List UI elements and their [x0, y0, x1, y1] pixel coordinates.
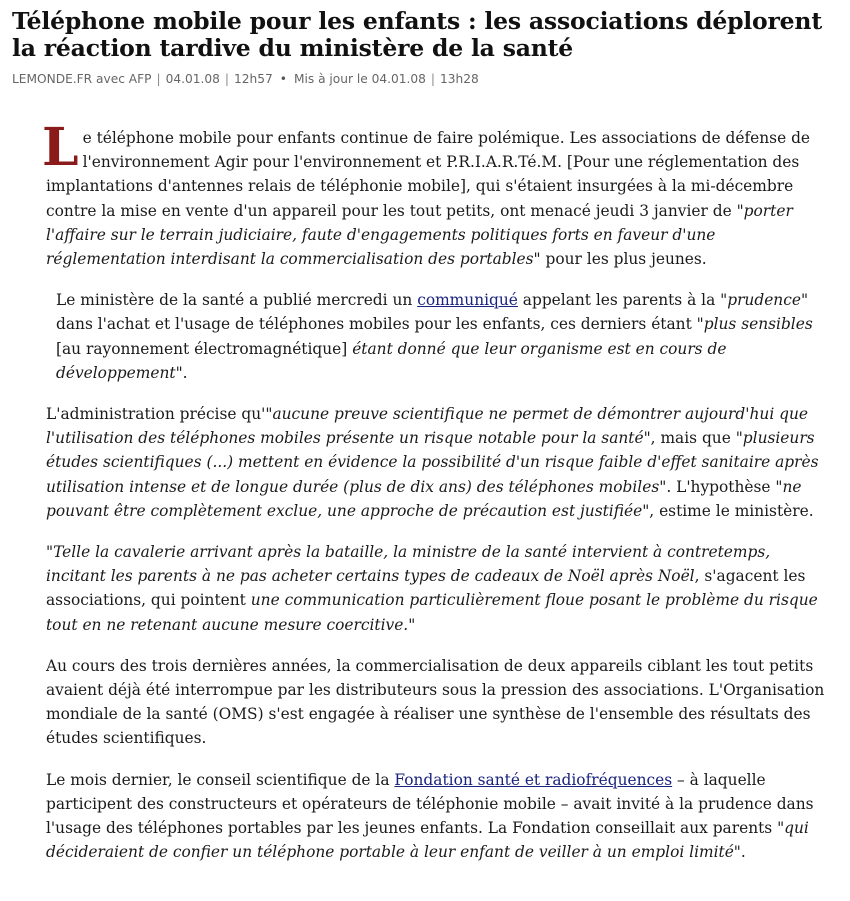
paragraph-3: L'administration précise qu'"aucune preuve scientifique ne permet de démontrer aujourd'hui que l'utilisation des téléphones mobiles présente un risque notable pour la santé", mais que "plusieurs études scientifiques (...) mettent en évidence la possibilité d'un risque faible d'effet sanitaire après utilisation intense et de longue durée (plus de dix ans) des téléphones mobiles". L'hypothèse "ne pouvant être complètement exclue, une approche de précaution est justifiée", estime le ministère.	[46, 405, 819, 520]
paragraph-2: Le ministère de la santé a publié mercredi un communiqué appelant les parents à la "prudence" dans l'achat et l'usage de téléphones mobiles pour les enfants, ces derniers étant "plus sensibles [au rayonnement électromagnétique] étant donné que leur organisme est en cours de développement".	[56, 291, 813, 382]
paragraph-1: Le téléphone mobile pour enfants continue de faire polémique. Les associations de défense de l'environnement Agir pour l'environnement et P.R.I.A.R.Té.M. [Pour une réglementation des implantations d'antennes relais de téléphonie mobile], qui s'étaient insurgées à la mi-décembre contre la mise en vente d'un appareil pour les tout petits, ont menacé jeudi 3 janvier de "porter l'affaire sur le terrain judiciaire, faute d'engagements politiques forts en faveur d'une réglementation interdisant la commercialisation des portables" pour les plus jeunes.	[42, 117, 811, 269]
paragraph-4: "Telle la cavalerie arrivant après la bataille, la ministre de la santé intervient à contretemps, incitant les parents à ne pas acheter certains types de cadeaux de Noël après Noël, s'agacent les associations, qui pointent une communication particulièrement floue posant le problème du risque tout en ne retenant aucune mesure coercitive."	[46, 543, 818, 634]
communique-link[interactable]: communiqué	[417, 291, 518, 310]
byline-source: LEMONDE.FR avec AFP	[12, 72, 152, 86]
drop-cap: L	[42, 117, 79, 178]
fondation-link[interactable]: Fondation santé et radiofréquences	[394, 770, 673, 789]
byline-date: 04.01.08	[165, 72, 220, 86]
article-title: Téléphone mobile pour les enfants : les associations déplorent la réaction tardive du ministère de la santé	[12, 7, 822, 62]
byline-updated-label: Mis à jour le 04.01.08	[293, 72, 426, 86]
byline-time: 12h57	[233, 72, 273, 86]
byline-updated-time: 13h28	[440, 72, 479, 86]
paragraph-6: Le mois dernier, le conseil scientifique de la Fondation santé et radiofréquences – à laquelle participent des constructeurs et opérateurs de téléphonie mobile – avait invité à la prudence dans l'usage des téléphones portables par les jeunes enfants. La Fondation conseillait aux parents "qui décideraient de confier un téléphone portable à leur enfant de veiller à un emploi limité".	[46, 770, 814, 862]
paragraph-5: Au cours des trois dernières années, la commercialisation de deux appareils ciblant les tout petits avaient déjà été interrompue par les distributeurs sous la pression des associations. L'Organisation mondiale de la santé (OMS) s'est engagée à réaliser une synthèse de l'ensemble des résultats des études scientifiques.	[46, 656, 825, 748]
byline: LEMONDE.FR avec AFP | 04.01.08 | 12h57 • Mis à jour le 04.01.08 | 13h28	[12, 72, 479, 86]
article-body	[42, 117, 830, 881]
